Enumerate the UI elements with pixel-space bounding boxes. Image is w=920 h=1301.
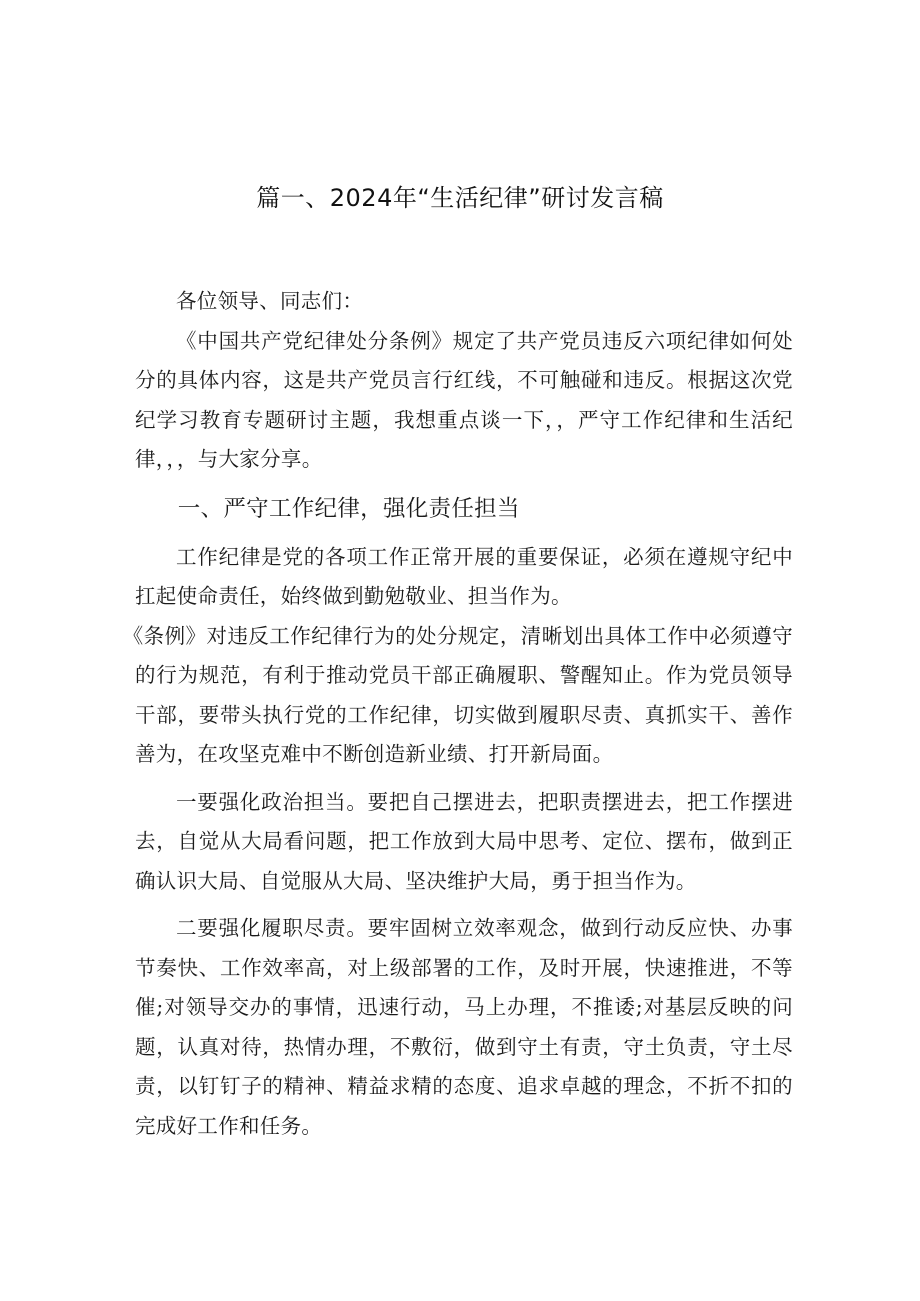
paragraph: 《条例》对违反工作纪律行为的处分规定，清晰划出具体工作中必须遵守的行为规范，有利于推动党员干部正确履职、警醒知止。作为党员领导干部，要带头执行党的工作纪律，切实做到履职尽责、真抓实干、善作善为，在攻坚克难中不断创造新业绩、打开新局面。 [122,623,793,766]
paragraph: 二要强化履职尽责。要牢固树立效率观念，做到行动反应快、办事节奏快、工作效率高，对上级部署的工作，及时开展，快速推进，不等催;对领导交办的事情，迅速行动，马上办理，不推诿;对基层反映的问题，认真对待，热情办理，不敷衍，做到守土有责，守土负责，守土尽责，以钉钉子的精神、精益求精的态度、追求卓越的理念，不折不扣的完成好工作和任务。 [135,916,793,1138]
section-heading: 一、严守工作纪律，强化责任担当 [177,495,520,522]
greeting: 各位领导、同志们： [176,289,364,313]
document-title: 篇一、2024年“生活纪律”研讨发言稿 [256,184,664,212]
document-body [122,282,793,1146]
paragraph-intro: 《中国共产党纪律处分条例》规定了共产党员违反六项纪律如何处分的具体内容，这是共产党员言行红线，不可触碰和违反。根据这次党纪学习教育专题研讨主题，我想重点谈一下，，严守工作纪律和生活纪律，，，与大家分享。 [135,328,793,471]
paragraph: 一要强化政治担当。要把自己摆进去，把职责摆进去，把工作摆进去，自觉从大局看问题，把工作放到大局中思考、定位、摆布，做到正确认识大局、自觉服从大局、坚决维护大局，勇于担当作为。 [135,789,793,893]
paragraph: 工作纪律是党的各项工作正常开展的重要保证，必须在遵规守纪中扛起使命责任，始终做到勤勉敬业、担当作为。 [135,544,793,608]
